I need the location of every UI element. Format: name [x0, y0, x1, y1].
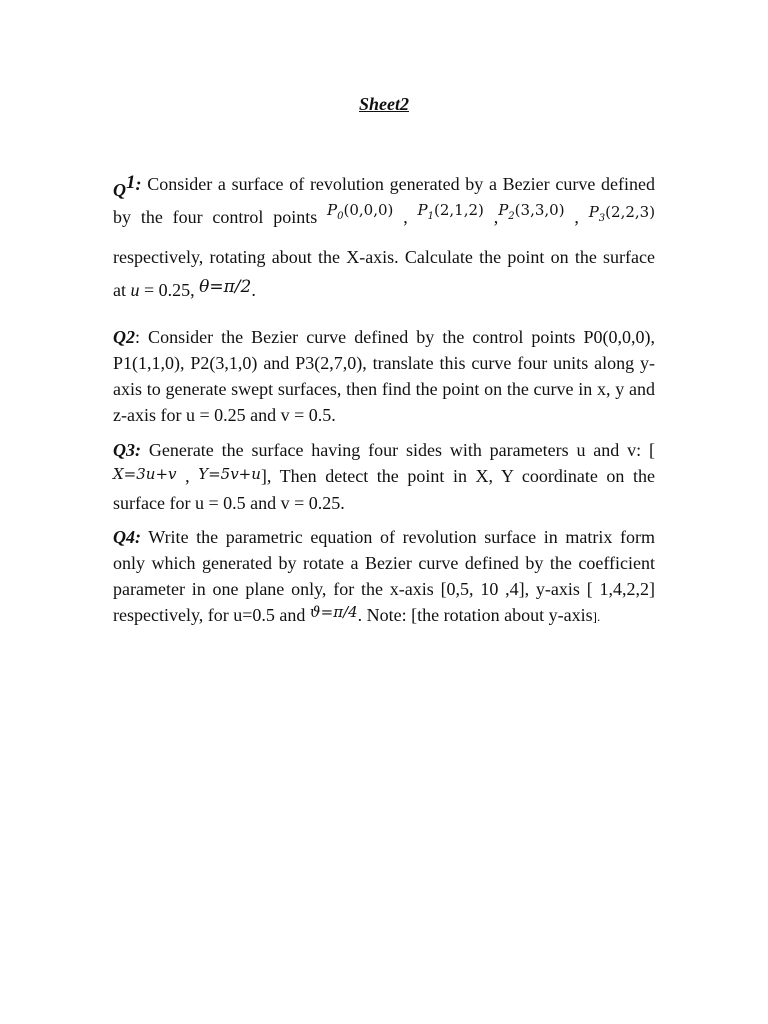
- question-4-label: Q4:: [113, 527, 141, 547]
- separator-3: ,: [564, 207, 579, 227]
- comma: ,: [176, 466, 199, 486]
- question-2: [113, 324, 655, 428]
- control-point-p2: P2(3,3,0): [498, 201, 565, 222]
- question-1-end: .: [251, 280, 256, 300]
- question-4-text-a: Write the parametric equation of revolution surface in matrix form only which generated by rotate a Bezier curve defined by the coefficient parameter in one plane only, for the x-axis [0,5, 10 ,4], y-axis [ 1,4,2,2] respectively, for u=0.5 and: [113, 527, 655, 625]
- question-2-label: Q2: [113, 327, 135, 347]
- separator-1: ,: [393, 207, 418, 227]
- question-1-text-c: = 0.25,: [139, 280, 200, 300]
- question-4-text-c: ].: [592, 609, 601, 624]
- question-1: [113, 168, 655, 308]
- y-expression: Y=5v+u: [198, 465, 261, 483]
- question-1-label: Q1:: [113, 172, 142, 200]
- control-point-p3: P3(2,2,3): [588, 203, 656, 224]
- separator-2: ,: [483, 207, 499, 227]
- variable-u: u: [130, 280, 140, 300]
- question-1-text-a: Consider a surface of revolution generated by a Bezier curve defined by the four control points: [113, 174, 655, 227]
- page-title: Sheet2: [358, 94, 409, 114]
- question-1-text-b: respectively, rotating about the X-axis. Calculate the point on the surface at: [113, 247, 655, 300]
- control-point-p0: P0(0,0,0): [327, 201, 394, 222]
- question-3-text-a: Generate the surface having four sides with parameters u and v: [: [141, 440, 655, 460]
- question-3-label: Q3:: [113, 440, 141, 460]
- x-expression: X=3u+v: [113, 465, 177, 483]
- question-2-text: : Consider the Bezier curve defined by the control points P0(0,0,0), P1(1,1,0), P2(3,1,0) and P3(2,7,0), translate this curve four units along y-axis to generate swept surfaces, then find the point on the curve in x, y and z-axis for u = 0.25 and v = 0.5.: [113, 327, 655, 425]
- question-3: [113, 437, 655, 516]
- theta-expression: θ=π/2: [199, 277, 252, 297]
- question-4: [113, 524, 655, 630]
- angle-expression: ϑ=π/4: [309, 603, 358, 621]
- question-4-text-b: . Note: [the rotation about y-axis: [357, 605, 593, 625]
- control-point-p1: P1(2,1,2): [417, 201, 484, 222]
- question-3-text-b: ], Then detect the point in X, Y coordinate on the surface for u = 0.5 and v = 0.25.: [113, 466, 656, 513]
